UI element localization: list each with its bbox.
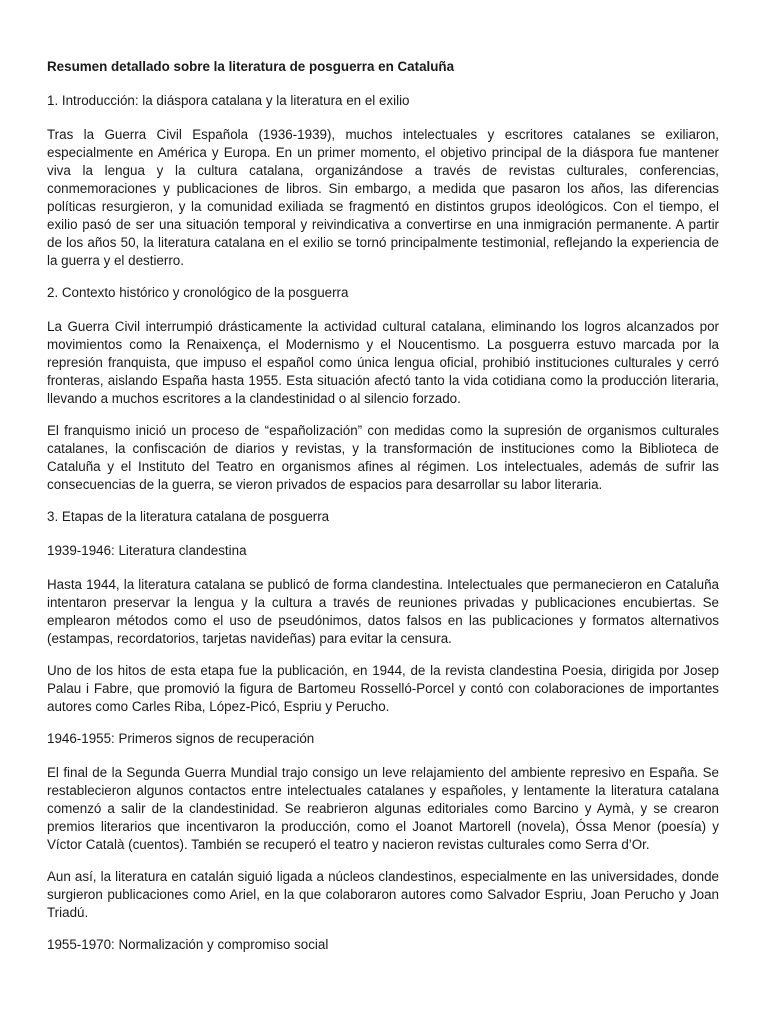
stage-heading-1946-1955: 1946-1955: Primeros signos de recuperación	[47, 731, 315, 746]
paragraph: La Guerra Civil interrumpió drásticamente la actividad cultural catalana, eliminando los logros alcanzados por movimientos como la Renaixença, el Modernismo y el Noucentismo. La posguerra estuvo marcada por la represión franquista, que impuso el español como única lengua oficial, prohibió instituciones culturales y cerró fronteras, aislando España hasta 1955. Esta situación afectó tanto la vida cotidiana como la producción literaria, llevando a muchos escritores a la clandestinidad o al silencio forzado.	[47, 319, 719, 406]
section-heading-stages: 3. Etapas de la literatura catalana de posguerra	[47, 509, 330, 524]
section-heading-introduction: 1. Introducción: la diáspora catalana y la literatura en el exilio	[47, 93, 410, 108]
paragraph: Uno de los hitos de esta etapa fue la publicación, en 1944, de la revista clandestina Poesia, dirigida por Josep Palau i Fabre, que promovió la figura de Bartomeu Rosselló-Porcel y contó con colaboraciones de importantes autores como Carles Riba, López-Picó, Espriu y Perucho.	[47, 663, 719, 714]
paragraph: Aun así, la literatura en catalán siguió ligada a núcleos clandestinos, especialmente en las universidades, donde surgieron publicaciones como Ariel, en la que colaboraron autores como Salvador Espriu, Joan Perucho y Joan Triadú.	[47, 869, 719, 920]
stage-heading-1939-1946: 1939-1946: Literatura clandestina	[47, 543, 247, 558]
stage-heading-1955-1970: 1955-1970: Normalización y compromiso social	[47, 937, 329, 952]
document-page	[47, 58, 719, 970]
paragraph: Hasta 1944, la literatura catalana se publicó de forma clandestina. Intelectuales que permanecieron en Cataluña intentaron preservar la lengua y la cultura a través de reuniones privadas y publicaciones encubiertas. Se emplearon métodos como el uso de pseudónimos, datos falsos en las publicaciones y formatos alternativos (estampas, recordatorios, tarjetas navideñas) para evitar la censura.	[47, 577, 719, 646]
document-title: Resumen detallado sobre la literatura de posguerra en Cataluña	[47, 59, 455, 74]
paragraph: El final de la Segunda Guerra Mundial trajo consigo un leve relajamiento del ambiente represivo en España. Se restablecieron algunos contactos entre intelectuales catalanes y españoles, y lentamente la literatura catalana comenzó a salir de la clandestinidad. Se reabrieron algunas editoriales como Barcino y Aymà, y se crearon premios literarios que incentivaron la producción, como el Joanot Martorell (novela), Óssa Menor (poesía) y Víctor Català (cuentos). También se recuperó el teatro y nacieron revistas culturales como Serra d’Or.	[47, 765, 719, 852]
section-heading-context: 2. Contexto histórico y cronológico de la posguerra	[47, 285, 349, 300]
paragraph: El franquismo inició un proceso de “españolización” con medidas como la supresión de organismos culturales catalanes, la confiscación de diarios y revistas, y la transformación de instituciones como la Biblioteca de Cataluña y el Instituto del Teatro en organismos afines al régimen. Los intelectuales, además de sufrir las consecuencias de la guerra, se vieron privados de espacios para desarrollar su labor literaria.	[47, 423, 719, 492]
paragraph: Tras la Guerra Civil Española (1936-1939), muchos intelectuales y escritores catalanes se exiliaron, especialmente en América y Europa. En un primer momento, el objetivo principal de la diáspora fue mantener viva la lengua y la cultura catalana, organizándose a través de revistas culturales, conferencias, conmemoraciones y publicaciones de libros. Sin embargo, a medida que pasaron los años, las diferencias políticas resurgieron, y la comunidad exiliada se fragmentó en distintos grupos ideológicos. Con el tiempo, el exilio pasó de ser una situación temporal y reivindicativa a convertirse en una inmigración permanente. A partir de los años 50, la literatura catalana en el exilio se tornó principalmente testimonial, reflejando la experiencia de la guerra y el destierro.	[47, 127, 719, 268]
